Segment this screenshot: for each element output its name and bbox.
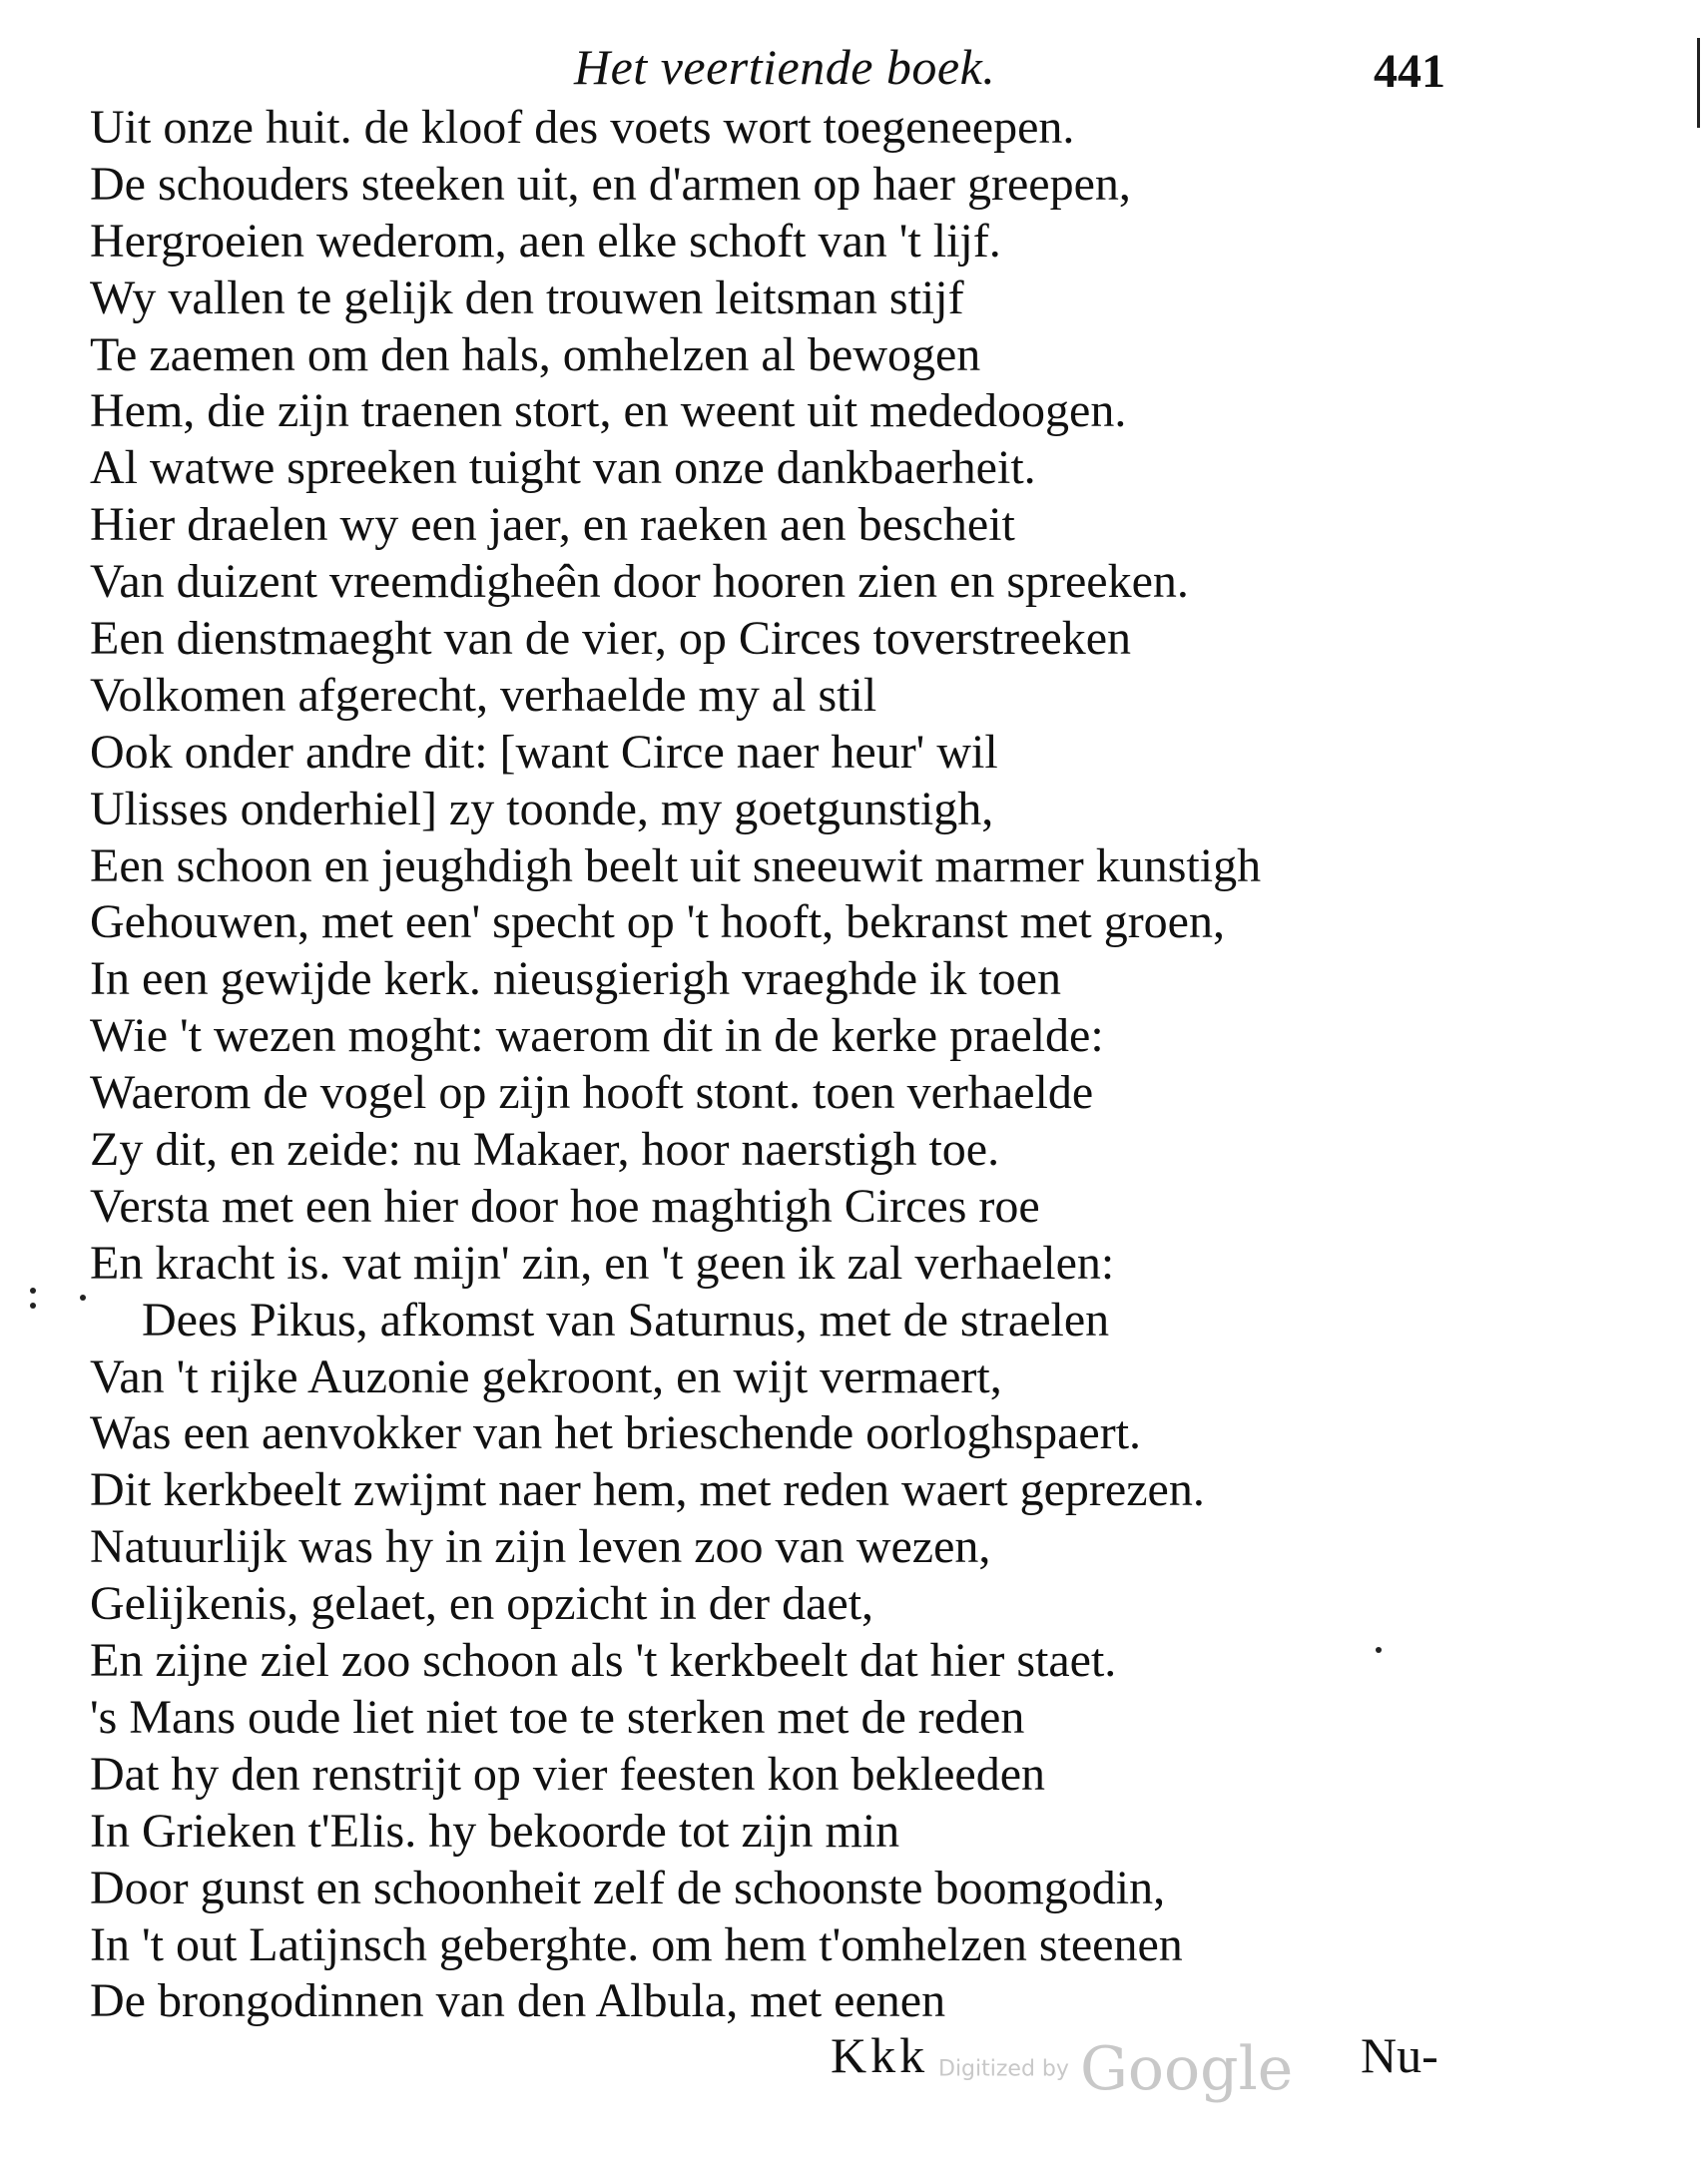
margin-speck xyxy=(30,1303,36,1309)
verse-line: Gelijkenis, gelaet, en opzicht in der daet, xyxy=(90,1577,874,1631)
verse-line: Zy dit, en zeide: nu Makaer, hoor naerstigh toe. xyxy=(90,1123,1000,1177)
verse-line: Wie 't wezen moght: waerom dit in de kerke praelde: xyxy=(90,1009,1104,1063)
running-title: Het veertiende boek. xyxy=(574,39,996,95)
verse-line: Waerom de vogel op zijn hooft stont. toen verhaelde xyxy=(90,1066,1094,1120)
verse-line: Natuurlijk was hy in zijn leven zoo van wezen, xyxy=(90,1520,991,1574)
page-footer xyxy=(0,2026,1708,2106)
verse-line: Volkomen afgerecht, verhaelde my al stil xyxy=(90,668,877,722)
verse-line: Hem, die zijn traenen stort, en weent uit mededoogen. xyxy=(90,384,1127,438)
digitization-watermark xyxy=(938,2034,1293,2104)
page-number: 441 xyxy=(1374,45,1445,98)
verse-line: Hergroeien wederom, aen elke schoft van 't lijf. xyxy=(90,214,1001,268)
verse-line: Ook onder andre dit: [want Circe naer heur' wil xyxy=(90,725,998,779)
verse-line: Een schoon en jeughdigh beelt uit sneeuwit marmer kunstigh xyxy=(90,838,1262,892)
signature-mark: Kkk xyxy=(831,2027,929,2083)
verse-line: In Grieken t'Elis. hy bekoorde tot zijn min xyxy=(90,1804,900,1858)
verse-line: Gehouwen, met een' specht op 't hooft, bekranst met groen, xyxy=(90,895,1225,949)
verse-line: Uit onze huit. de kloof des voets wort toegeneepen. xyxy=(90,101,1075,154)
verse-line: En kracht is. vat mijn' zin, en 't geen ik zal verhaelen: xyxy=(90,1236,1115,1290)
verse-line: De brongodinnen van den Albula, met eenen xyxy=(90,1974,946,2028)
margin-speck xyxy=(30,1288,36,1294)
verse-line: In 't out Latijnsch geberghte. om hem t'omhelzen steenen xyxy=(90,1917,1183,1971)
verse-line: In een gewijde kerk. nieusgierigh vraeghde ik toen xyxy=(90,952,1061,1006)
watermark-brand: Google xyxy=(1080,2034,1294,2104)
verse-line: Wy vallen te gelijk den trouwen leitsman stijf xyxy=(90,270,964,324)
margin-speck xyxy=(1376,1647,1382,1653)
verse-line: De schouders steeken uit, en d'armen op haer greepen, xyxy=(90,157,1131,211)
margin-speck xyxy=(80,1295,86,1301)
verse-line: Te zaemen om den hals, omhelzen al bewogen xyxy=(90,327,981,381)
catchword: Nu- xyxy=(1361,2027,1438,2083)
verse-line: Was een aenvokker van het brieschende oorloghspaert. xyxy=(90,1406,1142,1460)
page-edge-mark xyxy=(1697,38,1700,128)
verse-line: Ulisses onderhiel] zy toonde, my goetgunstigh, xyxy=(90,782,994,835)
verse-line: Hier draelen wy een jaer, en raeken aen bescheit xyxy=(90,498,1015,552)
verse-body xyxy=(90,100,1487,2030)
verse-line: Dit kerkbeelt zwijmt naer hem, met reden waert geprezen. xyxy=(90,1463,1205,1517)
verse-line: Een dienstmaeght van de vier, op Circes toverstreeken xyxy=(90,612,1132,666)
verse-line: 's Mans oude liet niet toe te sterken met de reden xyxy=(90,1690,1025,1744)
watermark-prefix: Digitized by xyxy=(938,2056,1069,2082)
verse-line: Door gunst en schoonheit zelf de schoonste boomgodin, xyxy=(90,1861,1166,1914)
verse-line: Van duizent vreemdigheên door hooren zien en spreeken. xyxy=(90,555,1189,609)
verse-line: Al watwe spreeken tuight van onze dankbaerheit. xyxy=(90,441,1036,495)
verse-line: Van 't rijke Auzonie gekroont, en wijt vermaert, xyxy=(90,1350,1002,1403)
verse-line: En zijne ziel zoo schoon als 't kerkbeelt dat hier staet. xyxy=(90,1634,1117,1688)
page-header xyxy=(0,38,1708,108)
verse-line: Versta met een hier door hoe maghtigh Circes roe xyxy=(90,1179,1040,1233)
verse-line: Dat hy den renstrijt op vier feesten kon bekleeden xyxy=(90,1747,1045,1801)
verse-line: Dees Pikus, afkomst van Saturnus, met de straelen xyxy=(142,1293,1110,1347)
